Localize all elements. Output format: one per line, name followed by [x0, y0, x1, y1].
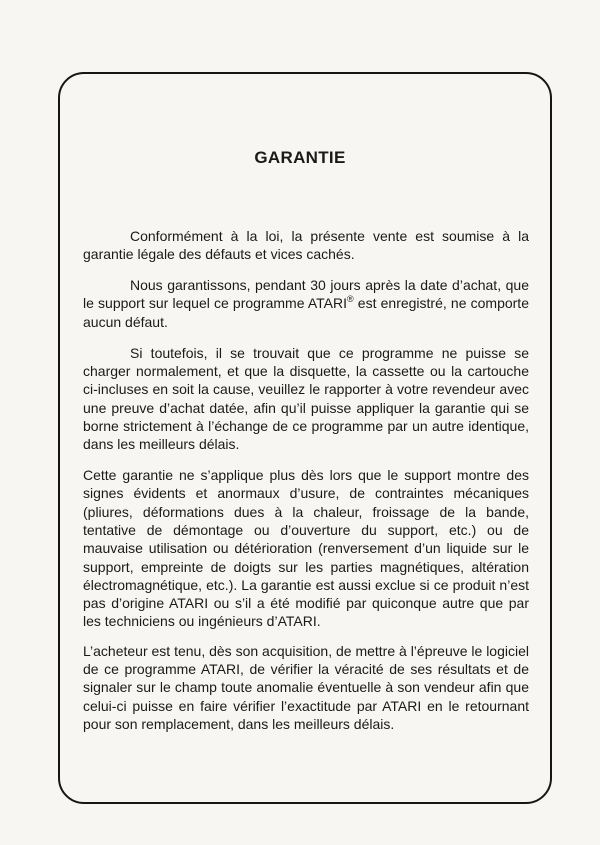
paragraph-text-after-mark: est enregistré, ne comporte aucun défaut. [83, 295, 529, 330]
paragraph-warranty-exclusions: Cette garantie ne s’applique plus dès lors que le support montre des signes évidents et anormaux d’usure, de contraintes mécaniques (pliures, déformations dues à la chaleur, froissage de la bande, tentative de démontage ou d’ouverture du support, etc.) ou de mauvaise utilisation ou détérioration (renversement d’un liquide sur le support, empreinte de doigts sur les parties magnétiques, altération électromagnétique, etc.). La garantie est aussi exclue si ce produit n’est pas d’origine ATARI ou s’il a été modifié par quiconque autre que par les techniciens ou ingénieurs d’ATARI. [83, 467, 529, 630]
paragraph-exchange-procedure: Si toutefois, il se trouvait que ce programme ne puisse se charger normalement, et que la disquette, la cassette ou la cartouche ci-incluses en soit la cause, veuillez le rapporter à votre revendeur avec une preuve d’achat datée, afin qu’il puisse appliquer la garantie qui se borne strictement à l’échange de ce programme par un autre identique, dans les meilleurs délais. [83, 344, 529, 453]
document-body [83, 227, 529, 746]
paragraph-buyer-obligations: L’acheteur est tenu, dès son acquisition, de mettre à l’épreuve le logiciel de ce programme ATARI, de vérifier la véracité de ses résultats et de signaler sur le champ toute anomalie éventuelle à son vendeur afin que celui-ci puisse en faire vérifier l’exactitude par ATARI en le retournant pour son remplacement, dans les meilleurs délais. [83, 642, 529, 732]
paragraph-text-before-mark: Nous garantissons, pendant 30 jours après la date d’achat, que le support sur lequel ce programme ATARI [83, 277, 529, 312]
paragraph-30-day-guarantee [83, 276, 529, 331]
document-title: GARANTIE [254, 148, 346, 167]
registered-trademark-symbol: ® [347, 294, 354, 305]
paragraph-legal-warranty: Conformément à la loi, la présente vente est soumise à la garantie légale des défauts et vices cachés. [83, 228, 529, 263]
